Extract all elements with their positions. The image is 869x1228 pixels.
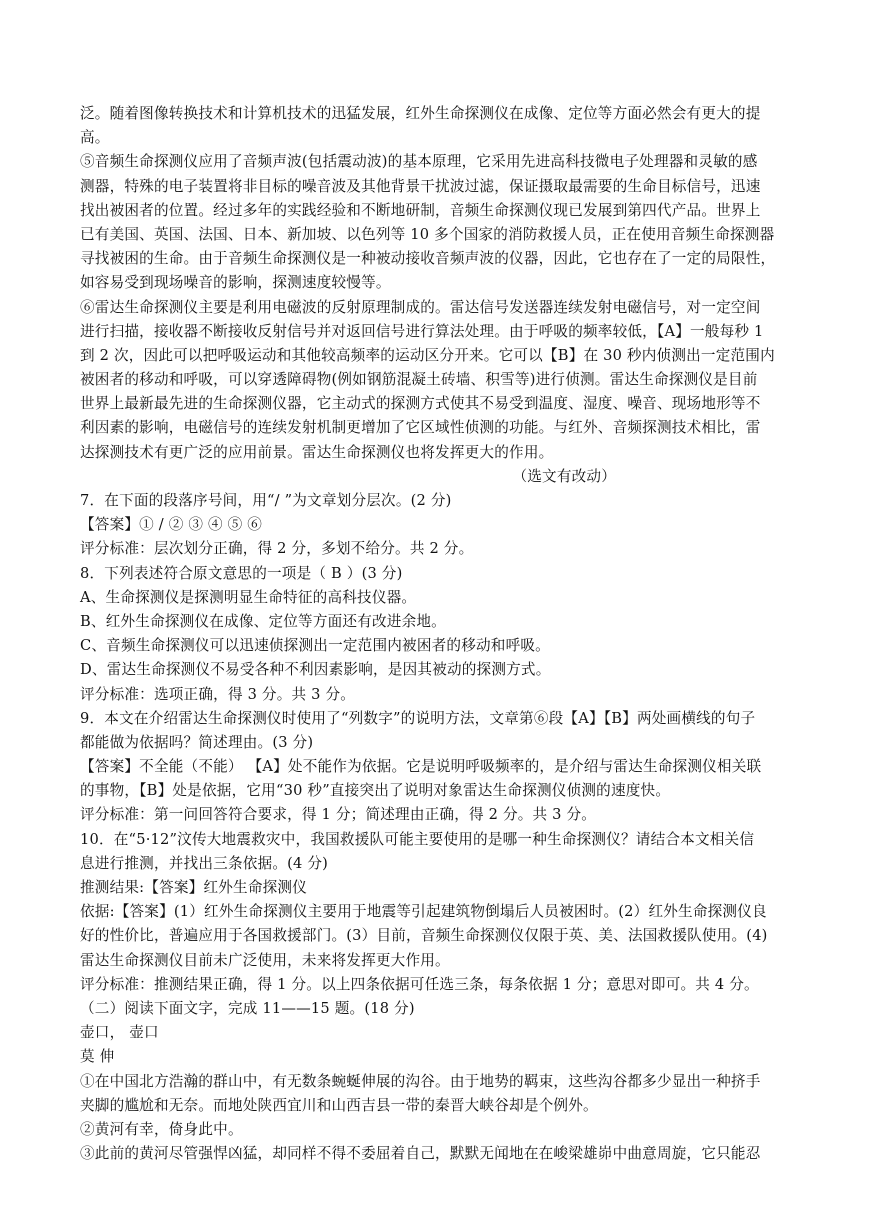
scoring-8: 评分标准：选项正确，得 3 分。共 3 分。	[80, 685, 356, 703]
text-line: 夹脚的尴尬和无奈。而地处陕西宜川和山西吉县一带的秦晋大峡谷却是个例外。	[80, 1096, 598, 1114]
text-line: 泛。随着图像转换技术和计算机技术的迅猛发展，红外生命探测仪在成像、定位等方面必然会有更大的提	[80, 105, 761, 122]
question-9-cont: 都能做为依据吗？简述理由。(3 分)	[80, 733, 314, 751]
document-page	[80, 102, 786, 1166]
text-line: 到 2 次，因此可以把呼吸运动和其他较高频率的运动区分开来。它可以【B】在 30 秒内侦测出一定范围内	[80, 346, 775, 364]
answer-10-basis: 依据:【答案】(1）红外生命探测仪主要用于地震等引起建筑物倒塌后人员被困时。(2）红外生命探测仪良	[80, 903, 767, 921]
text-line: 雷达生命探测仪目前未广泛使用，未来将发挥更大作用。	[80, 951, 450, 969]
question-10-cont: 息进行推测，并找出三条依据。(4 分)	[80, 854, 329, 872]
article-paragraph-3: ③此前的黄河尽管强悍凶猛，却同样不得不委屈着自己，默默无闻地在在峻梁雄峁中曲意周旋，它只能忍	[80, 1145, 761, 1163]
question-7: 7．在下面的段落序号间，用“/ ”为文章划分层次。(2 分)	[80, 492, 452, 509]
question-9: 9．本文在介绍雷达生命探测仪时使用了“列数字”的说明方法，文章第⑥段【A】【B】两处画横线的句子	[80, 709, 756, 727]
answer-10-result: 推测结果:【答案】红外生命探测仪	[80, 879, 308, 896]
text-line: 测器，特殊的电子装置将非目标的噪音波及其他背景干扰波过滤，保证摄取最需要的生命目标信号，迅速	[80, 177, 761, 195]
text-line: 世界上最新最先进的生命探测仪器，它主动式的探测方式使其不易受到温度、湿度、噪音、现场地形等不	[80, 395, 761, 413]
text-line: 如容易受到现场噪音的影响，探测速度较慢等。	[80, 274, 391, 292]
answer-9-cont: 的事物，【B】处是依据，它用“30 秒”直接突出了说明对象雷达生命探测仪侦测的速度快。	[80, 782, 671, 800]
text-line: 被困者的移动和呼吸，可以穿透障碍物(例如钢筋混凝土砖墙、积雪等)进行侦测。雷达生命探测仪是目前	[80, 371, 758, 389]
article-paragraph-2: ②黄河有幸，倚身此中。	[80, 1120, 243, 1138]
section-heading: （二）阅读下面文字，完成 11——15 题。(18 分)	[80, 999, 415, 1017]
option-d: D、雷达生命探测仪不易受各种不利因素影响，是因其被动的探测方式。	[80, 661, 551, 679]
article-title: 壶口， 壶口	[80, 1024, 159, 1042]
article-paragraph-1: ①在中国北方浩瀚的群山中，有无数条蜿蜒伸展的沟谷。由于地势的羁束，这些沟谷都多少显出一种挤手	[80, 1072, 761, 1090]
question-8: 8．下列表述符合原文意思的一项是（ B ）(3 分)	[80, 564, 403, 582]
scoring-10: 评分标准：推测结果正确，得 1 分。以上四条依据可任选三条，每条依据 1 分；意思对即可。共 4 分。	[80, 975, 759, 993]
text-line: 找出被困者的位置。经过多年的实践经验和不断地研制，音频生命探测仪现已发展到第四代产品。世界上	[80, 201, 761, 219]
text-line: 进行扫描，接收器不断接收反射信号并对返回信号进行算法处理。由于呼吸的频率较低，【A】一般每秒 1	[80, 322, 764, 340]
question-10: 10．在“5·12”汶传大地震救灾中，我国救援队可能主要使用的是哪一种生命探测仪？请结合本文相关信	[80, 830, 755, 848]
scoring-7: 评分标准：层次划分正确，得 2 分，多划不给分。共 2 分。	[80, 540, 474, 558]
text-line: 达探测技术有更广泛的应用前景。雷达生命探测仪也将发挥更大的作用。	[80, 443, 554, 461]
paragraph-5-line: ⑤音频生命探测仪应用了音频声波(包括震动波)的基本原理，它采用先进高科技微电子处理器和灵敏的感	[80, 153, 758, 171]
answer-7: 【答案】① / ② ③ ④ ⑤ ⑥	[80, 516, 263, 534]
source-note: （选文有改动）	[512, 467, 616, 485]
article-author: 莫 伸	[80, 1048, 115, 1066]
answer-9: 【答案】不全能（不能） 【A】处不能作为依据。它是说明呼吸频率的，是介绍与雷达生命探测仪相关联	[80, 758, 762, 776]
text-line: 寻找被困的生命。由于音频生命探测仪是一种被动接收音频声波的仪器，因此，它也存在了一定的局限性，	[80, 250, 776, 268]
option-a: A、生命探测仪是探测明显生命特征的高科技仪器。	[80, 588, 417, 606]
text-line: 高。	[80, 129, 110, 147]
option-b: B、红外生命探测仪在成像、定位等方面还有改进余地。	[80, 612, 446, 630]
option-c: C、音频生命探测仪可以迅速侦探测出一定范围内被困者的移动和呼吸。	[80, 637, 550, 655]
text-line: 利因素的影响，电磁信号的连续发射机制更增加了它区域性侦测的功能。与红外、音频探测技术相比，雷	[80, 419, 761, 437]
text-line: 好的性价比，普遍应用于各国救援部门。(3）目前，音频生命探测仪仅限于英、美、法国救援队使用。(4)	[80, 927, 768, 945]
text-line: 已有美国、英国、法国、日本、新加坡、以色列等 10 多个国家的消防救援人员，正在使用音频生命探测器	[80, 225, 775, 243]
paragraph-6-line: ⑥雷达生命探测仪主要是利用电磁波的反射原理制成的。雷达信号发送器连续发射电磁信号，对一定空间	[80, 298, 761, 316]
scoring-9: 评分标准：第一问回答符合要求，得 1 分；简述理由正确，得 2 分。共 3 分。	[80, 806, 597, 824]
